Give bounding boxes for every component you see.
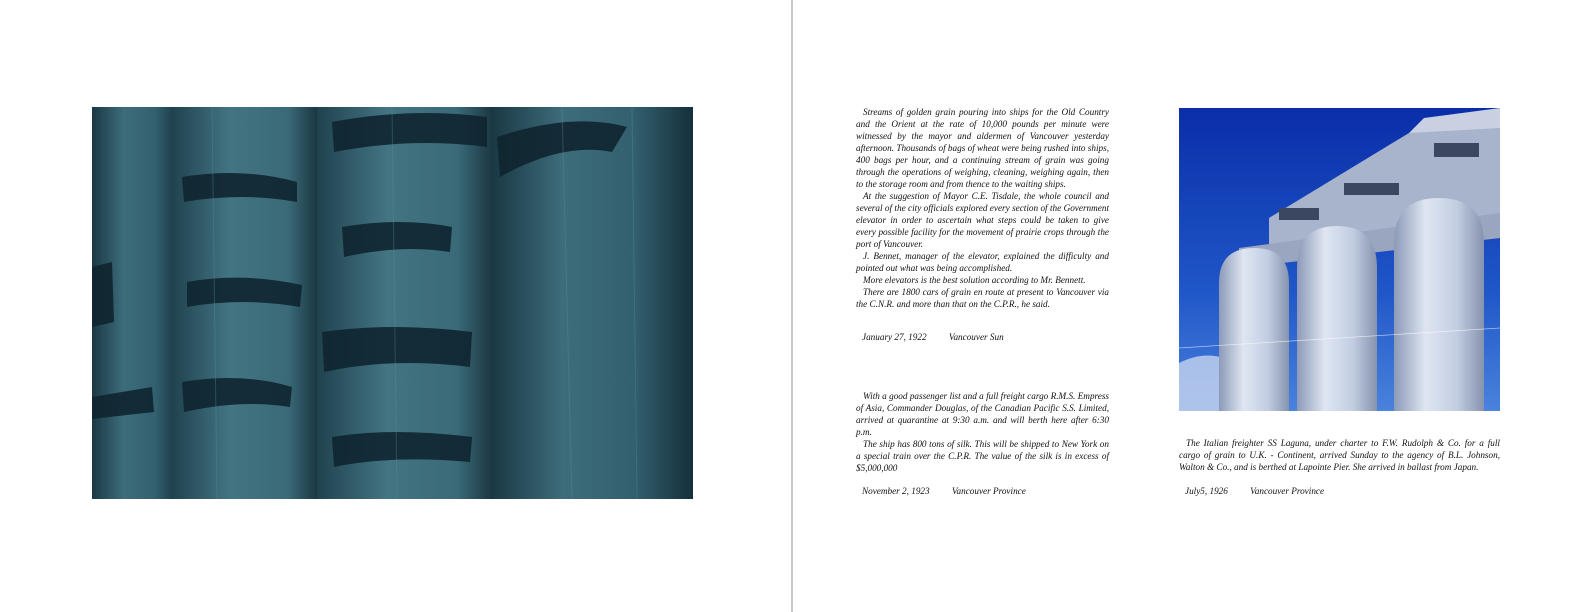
article-source: Vancouver Sun [948, 332, 1004, 342]
photo-caption [1179, 437, 1500, 473]
article-paragraph: More elevators is the best solution according to Mr. Bennett. [863, 275, 1086, 285]
caption-date: July5, 1926 [1185, 486, 1228, 496]
caption-text: The Italian freighter SS Laguna, under charter to F.W. Rudolph & Co. for a full cargo of grain to U.K. - Continent, arrived Sunday to the agency of B.L. Johnson, Walton & Co., and is berthed at Lapointe Pier. She arrived in ballast from Japan. [1179, 438, 1500, 472]
article-date: January 27, 1922 [862, 332, 927, 342]
article-empress-of-asia [856, 390, 1109, 474]
article-paragraph: J. Bennet, manager of the elevator, explained the difficulty and pointed out what was being accomplished. [856, 251, 1109, 273]
article-date: November 2, 1923 [862, 486, 930, 496]
article-source: Vancouver Province [951, 486, 1026, 496]
article-credit [862, 485, 1026, 497]
article-paragraph: There are 1800 cars of grain en route at present to Vancouver via the C.N.R. and more than that on the C.P.R., he said. [856, 287, 1109, 309]
article-paragraph: Streams of golden grain pouring into ships for the Old Country and the Orient at the rate of 10,000 pounds per minute were witnessed by the mayor and aldermen of Vancouver yesterday afternoon. Thousands of bags of wheat were being rushed into ships, 400 bags per hour, and a continuing stream of grain was going through the operations of weighing, cleaning, weighing again, then to the storage room and from thence to the waiting ships. [856, 107, 1109, 189]
dark-silos-photo [92, 107, 693, 499]
article-credit [862, 331, 1004, 343]
caption-credit [1185, 485, 1324, 497]
article-paragraph: At the suggestion of Mayor C.E. Tisdale, the whole council and several of the city officials explored every section of the Government elevator in order to ascertain what steps could be taken to give every possible facility for the movement of prairie crops through the port of Vancouver. [856, 191, 1109, 249]
article-paragraph: With a good passenger list and a full freight cargo R.M.S. Empress of Asia, Commander Douglas, of the Canadian Pacific S.S. Limited, arrived at quarantine at 9:30 a.m. and will berth here after 6:30 p.m. [856, 391, 1109, 437]
caption-source: Vancouver Province [1250, 486, 1325, 496]
white-silos-photo [1179, 108, 1500, 411]
article-paragraph: The ship has 800 tons of silk. This will be shipped to New York on a special train over the C.P.R. The value of the silk is in excess of $5,000,000 [856, 439, 1109, 473]
article-grain-elevator [856, 106, 1109, 310]
